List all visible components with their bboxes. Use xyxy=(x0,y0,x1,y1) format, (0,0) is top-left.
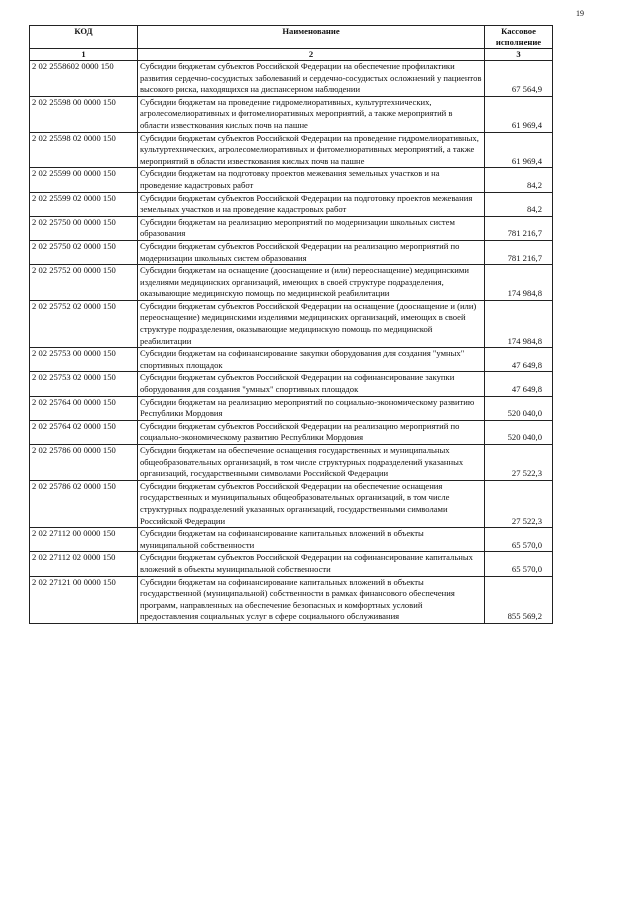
code-cell: 2 02 25764 00 0000 150 xyxy=(30,396,138,420)
name-cell: Субсидии бюджетам субъектов Российской Федерации на софинансирование закупки оборудования для создания "умных" спортивных площадок xyxy=(138,372,485,396)
table-row xyxy=(30,96,553,132)
table-row xyxy=(30,168,553,192)
name-cell: Субсидии бюджетам субъектов Российской Федерации на обеспечение профилактики развития сердечно-сосудистых заболеваний и сердечно-сосудистых осложнений у пациентов высокого риска, находящихся на диспансерном наблюдении xyxy=(138,61,485,97)
column-number-3: 3 xyxy=(485,49,553,61)
code-cell: 2 02 25764 02 0000 150 xyxy=(30,420,138,444)
name-cell: Субсидии бюджетам на обеспечение оснащения государственных и муниципальных общеобразовательных организаций, в том числе структурных подразделений указанных организаций, государственными символами Российской Федерации xyxy=(138,445,485,481)
name-cell: Субсидии бюджетам на софинансирование капитальных вложений в объекты государственной (муниципальной) собственности в рамках финансового обеспечения программ, направленных на обеспечение безопасных и комфортных условий предоставления социальных услуг в сфере социального обслуживания xyxy=(138,576,485,623)
table-row xyxy=(30,372,553,396)
revenue-table xyxy=(29,25,553,624)
name-cell: Субсидии бюджетам на подготовку проектов межевания земельных участков и на проведение кадастровых работ xyxy=(138,168,485,192)
table-row xyxy=(30,240,553,264)
amount-cell: 27 522,3 xyxy=(485,480,553,527)
code-cell: 2 02 25786 02 0000 150 xyxy=(30,480,138,527)
name-cell: Субсидии бюджетам субъектов Российской Федерации на оснащение (дооснащение и (или) переоснащение) медицинскими изделиями медицинских организаций, имеющих в своей структуре подразделения, оказывающие медицинскую помощь по медицинской реабилитации xyxy=(138,300,485,347)
code-cell: 2 02 25750 02 0000 150 xyxy=(30,240,138,264)
amount-cell: 65 570,0 xyxy=(485,552,553,576)
table-row xyxy=(30,132,553,168)
amount-cell: 520 040,0 xyxy=(485,420,553,444)
name-cell: Субсидии бюджетам на проведение гидромелиоративных, культуртехнических, агролесомелиоративных и фитомелиоративных мероприятий, а также мероприятий в области известкования кислых почв на пашне xyxy=(138,96,485,132)
table-row xyxy=(30,300,553,347)
name-cell: Субсидии бюджетам субъектов Российской Федерации на реализацию мероприятий по социально-экономическому развитию Республики Мордовия xyxy=(138,420,485,444)
amount-cell: 174 984,8 xyxy=(485,265,553,301)
header-name: Наименование xyxy=(138,26,485,49)
name-cell: Субсидии бюджетам субъектов Российской Федерации на реализацию мероприятий по модернизации школьных систем образования xyxy=(138,240,485,264)
header-code: КОД xyxy=(30,26,138,49)
amount-cell: 27 522,3 xyxy=(485,445,553,481)
amount-cell: 84,2 xyxy=(485,192,553,216)
table-row xyxy=(30,61,553,97)
table-row xyxy=(30,528,553,552)
column-number-row xyxy=(30,49,553,61)
amount-cell: 174 984,8 xyxy=(485,300,553,347)
amount-cell: 855 569,2 xyxy=(485,576,553,623)
code-cell: 2 02 25598 02 0000 150 xyxy=(30,132,138,168)
code-cell: 2 02 25786 00 0000 150 xyxy=(30,445,138,481)
amount-cell: 61 969,4 xyxy=(485,96,553,132)
name-cell: Субсидии бюджетам на реализацию мероприятий по социально-экономическому развитию Республики Мордовия xyxy=(138,396,485,420)
name-cell: Субсидии бюджетам на реализацию мероприятий по модернизации школьных систем образования xyxy=(138,216,485,240)
code-cell: 2 02 27112 02 0000 150 xyxy=(30,552,138,576)
code-cell: 2 02 25753 00 0000 150 xyxy=(30,348,138,372)
header-row xyxy=(30,26,553,49)
amount-cell: 781 216,7 xyxy=(485,216,553,240)
table-row xyxy=(30,420,553,444)
table-row xyxy=(30,216,553,240)
amount-cell: 520 040,0 xyxy=(485,396,553,420)
table-row xyxy=(30,348,553,372)
table-row xyxy=(30,480,553,527)
table-row xyxy=(30,396,553,420)
table-row xyxy=(30,576,553,623)
amount-cell: 781 216,7 xyxy=(485,240,553,264)
amount-cell: 84,2 xyxy=(485,168,553,192)
name-cell: Субсидии бюджетам субъектов Российской Федерации на софинансирование капитальных вложений в объекты муниципальной собственности xyxy=(138,552,485,576)
code-cell: 2 02 25598 00 0000 150 xyxy=(30,96,138,132)
column-number-2: 2 xyxy=(138,49,485,61)
name-cell: Субсидии бюджетам субъектов Российской Федерации на проведение гидромелиоративных, культуртехнических, агролесомелиоративных и фитомелиоративных мероприятий, а также мероприятий в области известкования кислых почв на пашне xyxy=(138,132,485,168)
code-cell: 2 02 25750 00 0000 150 xyxy=(30,216,138,240)
code-cell: 2 02 27121 00 0000 150 xyxy=(30,576,138,623)
amount-cell: 61 969,4 xyxy=(485,132,553,168)
amount-cell: 67 564,9 xyxy=(485,61,553,97)
page-number: 19 xyxy=(576,9,584,18)
code-cell: 2 02 25599 00 0000 150 xyxy=(30,168,138,192)
table-row xyxy=(30,192,553,216)
code-cell: 2 02 27112 00 0000 150 xyxy=(30,528,138,552)
name-cell: Субсидии бюджетам на оснащение (дооснащение и (или) переоснащение) медицинскими изделиями медицинских организаций, имеющих в своей структуре подразделения, оказывающие медицинскую помощь по медицинской реабилитации xyxy=(138,265,485,301)
code-cell: 2 02 25752 00 0000 150 xyxy=(30,265,138,301)
header-amount: Кассовое исполнение xyxy=(485,26,553,49)
code-cell: 2 02 25752 02 0000 150 xyxy=(30,300,138,347)
table-row xyxy=(30,445,553,481)
amount-cell: 65 570,0 xyxy=(485,528,553,552)
name-cell: Субсидии бюджетам на софинансирование закупки оборудования для создания "умных" спортивных площадок xyxy=(138,348,485,372)
table-row xyxy=(30,265,553,301)
amount-cell: 47 649,8 xyxy=(485,348,553,372)
name-cell: Субсидии бюджетам субъектов Российской Федерации на обеспечение оснащения государственных и муниципальных общеобразовательных организаций, в том числе структурных подразделений указанных организаций, государственными символами Российской Федерации xyxy=(138,480,485,527)
column-number-1: 1 xyxy=(30,49,138,61)
code-cell: 2 02 25599 02 0000 150 xyxy=(30,192,138,216)
code-cell: 2 02 25753 02 0000 150 xyxy=(30,372,138,396)
name-cell: Субсидии бюджетам субъектов Российской Федерации на подготовку проектов межевания земельных участков и на проведение кадастровых работ xyxy=(138,192,485,216)
code-cell: 2 02 2558602 0000 150 xyxy=(30,61,138,97)
amount-cell: 47 649,8 xyxy=(485,372,553,396)
name-cell: Субсидии бюджетам на софинансирование капитальных вложений в объекты муниципальной собственности xyxy=(138,528,485,552)
table-row xyxy=(30,552,553,576)
